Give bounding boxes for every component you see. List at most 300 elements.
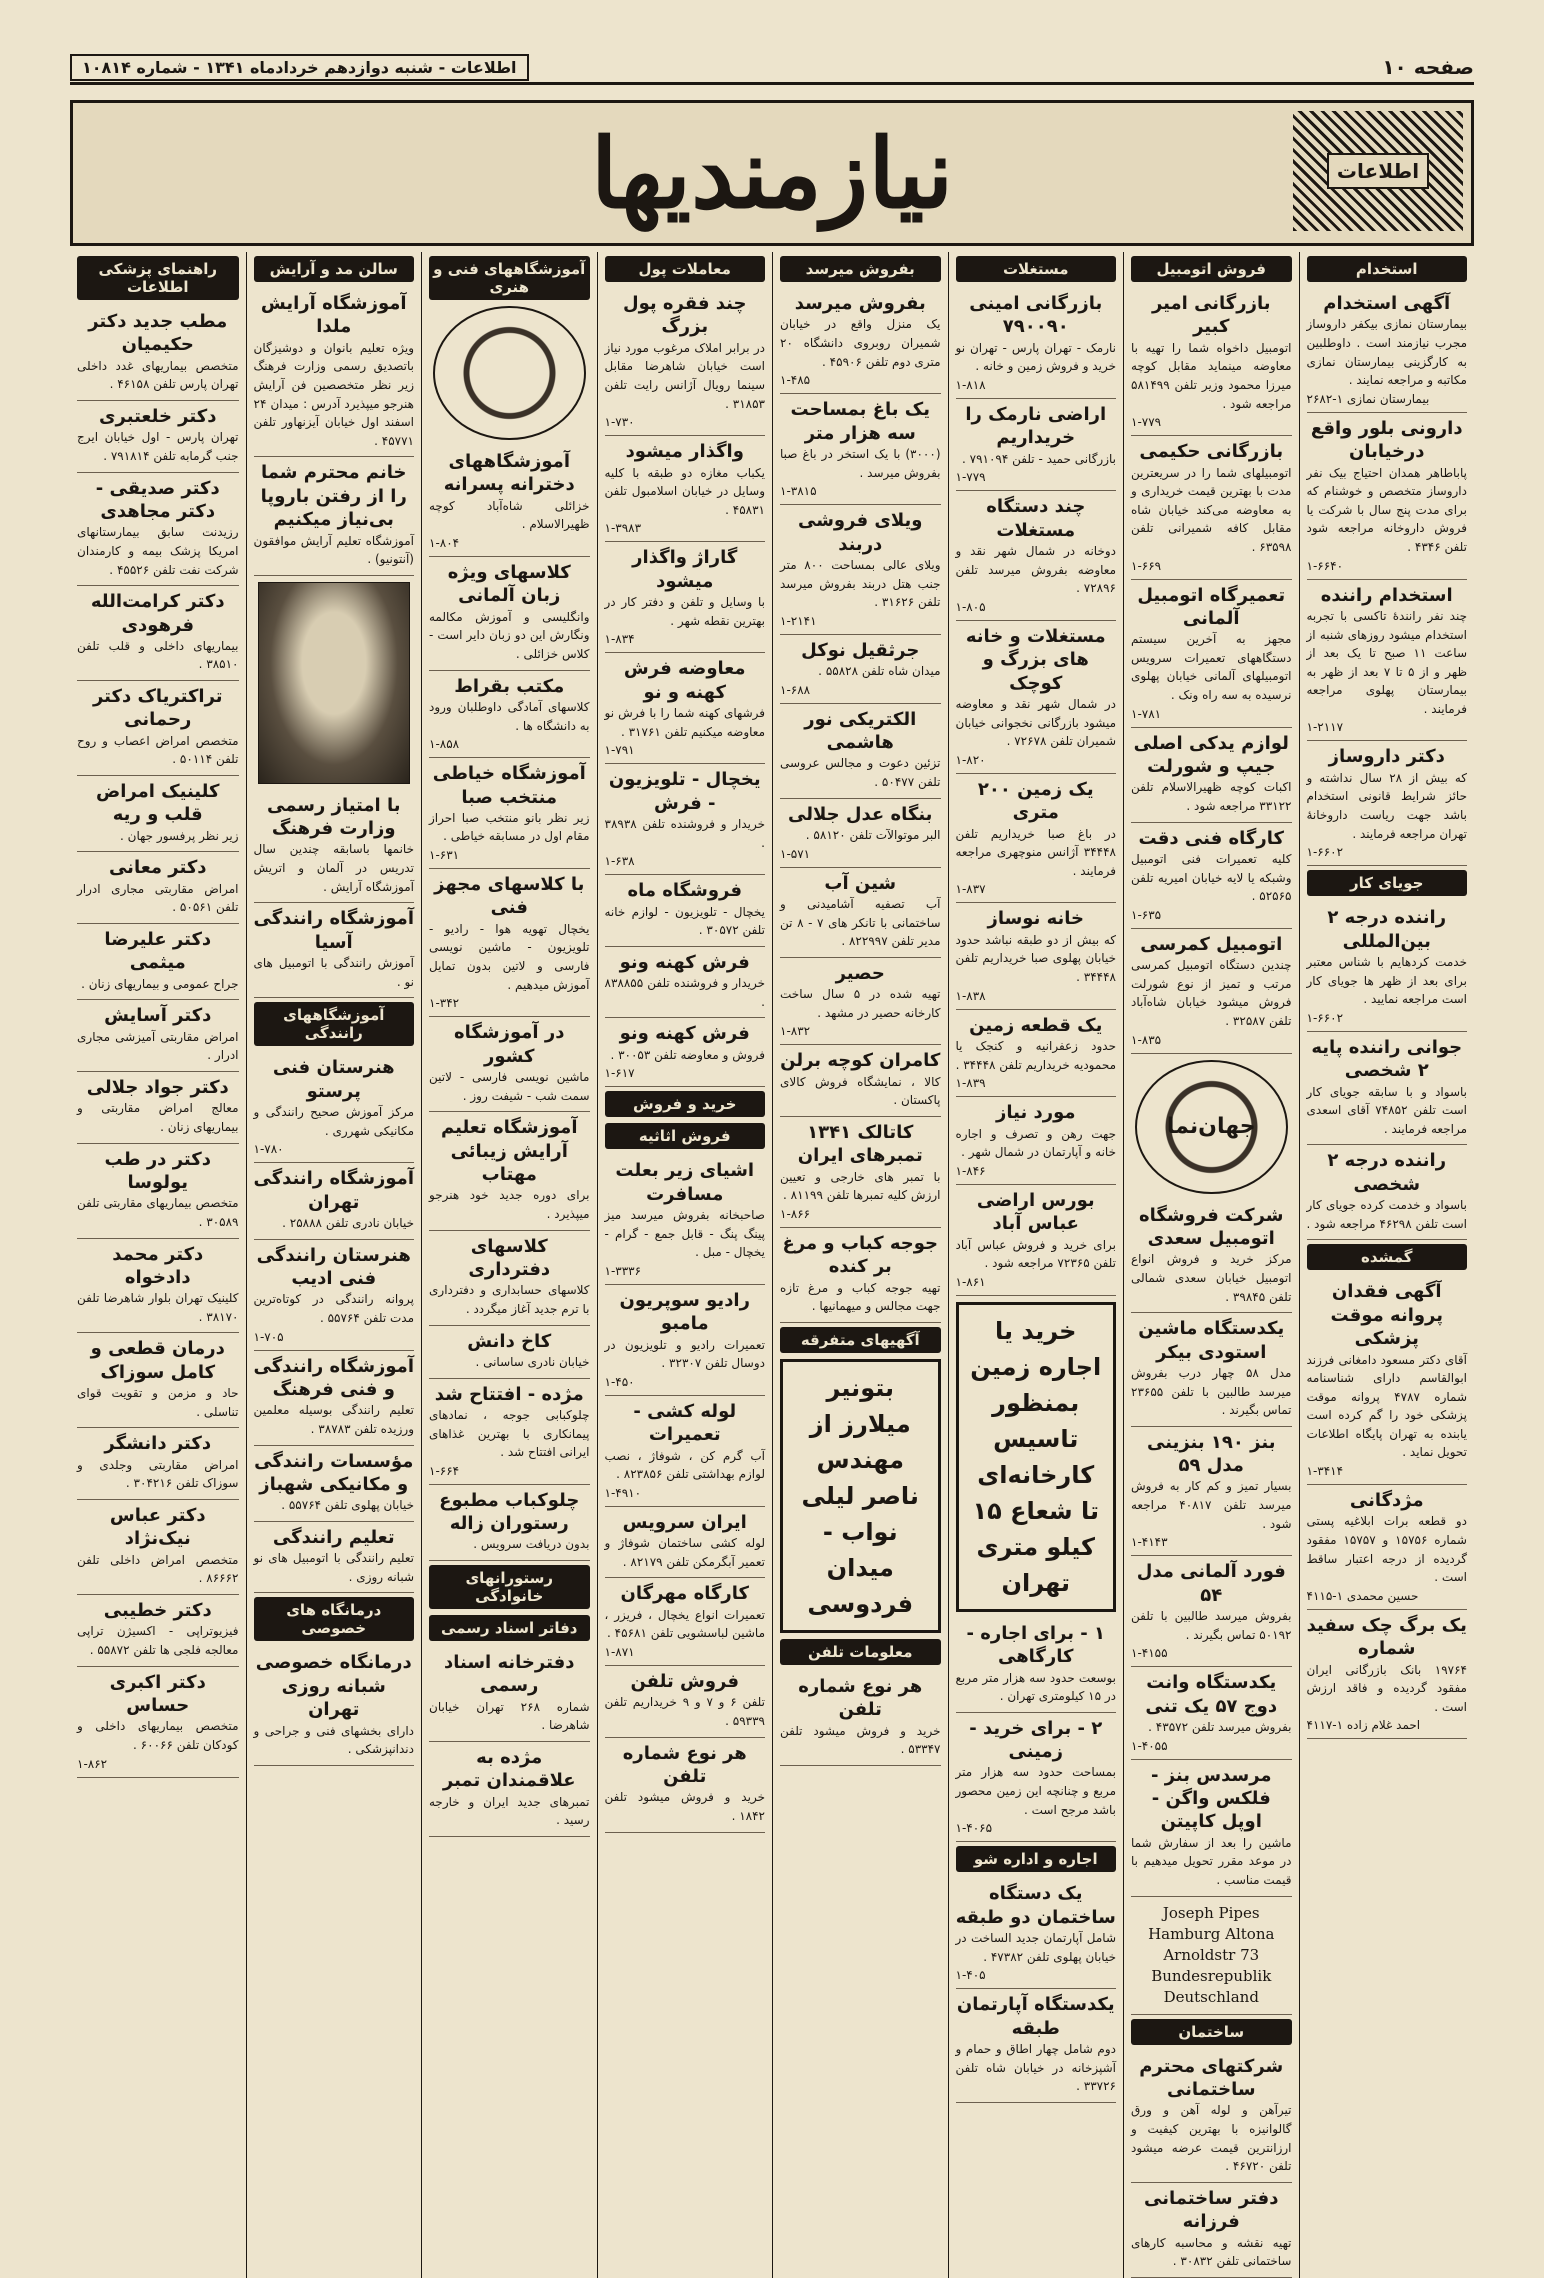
ad-headline: یک قطعه زمین	[969, 1014, 1103, 1036]
ad-body: چندین دستگاه اتومبیل کمرسی مرتب و تمیز از نوع شورلت فروش میشود خیابان شاه‌آباد تلفن ۳۲۵۸۷ .	[1131, 958, 1292, 1028]
classified-ad	[1131, 580, 1292, 728]
ad-body: امراض مقاربتی آمیزشی مجاری ادرار .	[77, 1029, 239, 1063]
ad-body: بیمارستان نمازی بیکفر داروساز مجرب نیازمند است . داوطلبین به کارگزینی بیمارستان نمازی مکاتبه و مراجعه نمایند .	[1306, 317, 1467, 388]
classified-ad	[956, 1010, 1117, 1098]
ad-headline: تعمیرگاه اتومبیل آلمانی	[1137, 584, 1286, 629]
classified-ad	[780, 394, 941, 505]
ad-reference: ۱-۶۶۰۲	[1306, 1010, 1344, 1025]
ad-reference: ۱-۸۳۹	[955, 1076, 986, 1091]
ad-headline: مورد نیاز	[995, 1102, 1076, 1124]
ad-body: شامل آپارتمان جدید الساخت در خیابان پهلوی تلفن ۴۷۳۸۲ .	[955, 1931, 1116, 1964]
classified-ad	[429, 1112, 590, 1230]
ad-body: که بیش از دو طبقه نباشد حدود خیابان پهلوی صبا خریداریم تلفن ۳۴۴۴۸ .	[955, 932, 1116, 984]
classified-columns	[70, 252, 1474, 2269]
ad-headline: یکدستگاه وانت دوج ۵۷ یک تنی	[1145, 1672, 1278, 1717]
ad-body: ماشین را بعد از سفارش شما در موعد مقرر تحویل میدهیم با قیمت مناسب .	[1131, 1835, 1292, 1887]
ad-reference: ۱-۸۳۲	[780, 1024, 811, 1039]
classified-ad	[254, 288, 415, 457]
ad-headline: شین آب	[824, 872, 897, 894]
ad-headline: دفتر ساختمانی فرزانه	[1144, 2187, 1279, 2233]
classified-ad	[77, 306, 239, 401]
classified-ad	[1131, 728, 1292, 823]
ad-reference: ۱-۸۵۸	[429, 737, 460, 752]
classified-ad	[956, 1878, 1117, 1989]
classified-ad	[77, 852, 239, 924]
ad-body: کلاسهای حسابداری و دفترداری با ترم جدید آغاز میگردد .	[429, 1283, 590, 1316]
classified-ad	[605, 1285, 766, 1396]
ad-body: با تمبر های خارجی و تعیین ارزش کلیه تمبرها تلفن ۸۱۱۹۹ .	[780, 1169, 941, 1203]
ad-headline: دکتر خلعتبری	[99, 405, 217, 427]
ad-headline: آموزشگاه رانندگی تهران	[253, 1168, 414, 1213]
ad-body: دوم شامل چهار اطاق و حمام و آشپزخانه در خیابان شاه تلفن ۳۳۷۲۶ .	[955, 2042, 1116, 2094]
woman-portrait-photo	[258, 582, 411, 784]
ad-reference: ۱-۶۶۴	[429, 1463, 460, 1478]
classified-ad	[605, 875, 766, 947]
classified-ad	[605, 436, 766, 542]
section-heading: معاملات پول	[605, 256, 766, 282]
ad-body: جراح عمومی و بیماریهای زنان .	[81, 976, 239, 991]
classified-ad	[1131, 2183, 1292, 2278]
ad-body: متخصص امراض داخلی تلفن ۸۶۶۶۲ .	[77, 1552, 239, 1586]
ad-reference: ۱-۶۳۱	[429, 848, 460, 863]
classified-ad	[605, 1507, 766, 1579]
column-4	[772, 252, 948, 2278]
ad-headline: ایران سرویس	[622, 1511, 747, 1533]
classified-ad	[956, 1618, 1117, 1713]
page-header-bar	[70, 52, 1474, 85]
classified-ad	[605, 1018, 766, 1087]
ad-reference: ۱-۶۶۰۲	[1306, 845, 1344, 860]
classified-ad	[77, 776, 239, 852]
ad-reference: ۱-۸۳۴	[604, 632, 635, 647]
ad-body: آب گرم کن ، شوفاژ ، نصب لوازم بهداشتی تلفن ۸۲۳۸۵۶ .	[604, 1448, 765, 1482]
classified-ad	[956, 1713, 1117, 1843]
ad-headline: بازرگانی امینی ۷۹۰۰۹۰	[969, 293, 1103, 338]
ad-body: میدان شاه تلفن ۵۵۸۲۸ .	[818, 664, 941, 679]
newspaper-page	[30, 30, 1514, 2269]
ad-body: یخچال تهویه هوا - رادیو - تلویزیون - ماشین نویسی فارسی و لاتین بدون تمایل آموزش میدهیم .	[429, 921, 590, 992]
section-heading: راهنمای پزشکی اطلاعات	[77, 256, 239, 300]
ad-headline: دکتر علیرضا میثمی	[104, 929, 212, 974]
ad-headline: با امتیاز رسمی وزارت فرهنگ	[266, 794, 401, 840]
ad-body: تزئین دعوت و مجالس عروسی تلفن ۵۰۴۷۷ .	[780, 756, 941, 790]
classified-ad	[605, 1666, 766, 1738]
ad-body: تعلیم رانندگی بوسیله معلمین ورزیده تلفن ۳۸۷۸۳ .	[253, 1403, 414, 1436]
ad-headline: دکتر صدیقی - دکتر مجاهدی	[95, 477, 220, 522]
ad-body: خزائلی شاه‌آباد کوچه ظهیرالاسلام .	[429, 498, 590, 532]
ad-headline: تراکتریاک دکتر رحمانی	[92, 686, 223, 731]
ad-body: شماره ۲۶۸ تهران خیابان شاهرضا .	[429, 1699, 590, 1733]
classified-ad	[1131, 929, 1292, 1054]
classified-ad	[77, 924, 239, 1000]
classified-ad	[77, 1144, 239, 1239]
ad-reference: ۱-۷۰۵	[253, 1329, 284, 1344]
ad-body: وانگلیسی و آموزش مکالمه ونگارش این دو زبان دایر است - کلاس خزائلی .	[429, 609, 590, 661]
ad-reference: ۱-۴۱۴۳	[1131, 1535, 1168, 1550]
ad-body: کلاسهای آمادگی داوطلبان ورود به دانشگاه ها .	[429, 699, 590, 733]
ad-reference: ۱-۶۶۹	[1131, 558, 1162, 573]
classified-ad	[1131, 1556, 1292, 1667]
classified-ad	[1131, 1427, 1292, 1557]
ad-reference: ۱-۲۱۱۷	[1306, 720, 1344, 735]
classified-ad	[77, 1333, 239, 1428]
ad-body: آقای دکتر مسعود دامغانی فرزند ابوالقاسم دارای شناسنامه شماره ۴۷۸۷ پروانه موقت پزشکی خود را گم کرده است یابنده به تهران پایگاه اطلاعات تحویل نماید .	[1306, 1352, 1468, 1460]
ad-headline: بفروش میرسد	[794, 293, 926, 314]
ad-headline: مؤسسات رانندگی و مکانیکی شهباز	[254, 1450, 414, 1495]
section-heading: دفاتر اسناد رسمی	[429, 1615, 590, 1641]
ad-headline: آموزشگاه رانندگی و فنی فرهنگ	[253, 1355, 414, 1400]
classified-ad	[956, 399, 1117, 491]
ad-body: ویژه تعلیم بانوان و دوشیزگان باتصدیق رسمی وزارت فرهنگ زیر نظر متخصصین فن آرایش هنرجو میپذیرد آدرس : میدان ۲۴ اسفند اول خیابان آیزنهاور تلفن ۴۵۷۷۱ .	[253, 340, 414, 448]
section-heading: آموزشگاههای فنی و هنری	[429, 256, 590, 300]
classified-ad	[254, 1522, 415, 1594]
ad-body: تلفن ۶ و ۷ و ۹ خریداریم تلفن ۵۹۳۳۹ .	[604, 1695, 765, 1729]
ad-headline: کاتالک ۱۳۴۱ تمبرهای ایران	[797, 1121, 923, 1167]
ad-reference: ۱-۸۰۵	[955, 599, 986, 614]
ad-headline: هر نوع شماره تلفن	[798, 1675, 923, 1721]
ad-body: بیماریهای داخلی و قلب تلفن ۳۸۵۱۰ .	[77, 638, 239, 672]
ad-body: فیزیوتراپی - اکسیژن تراپی معالجه فلجی ها تلفن ۵۵۸۷۲ .	[77, 1624, 239, 1657]
ad-headline: اتومبیل کمرسی	[1140, 933, 1283, 955]
ad-headline: هنرستان رانندگی فنی ادیب	[256, 1244, 411, 1289]
ad-body: چند نفر رانندهٔ تاکسی با تجربه استخدام میشود روزهای شنبه از ساعت ۱۱ صبح تا یک بعد از ظهر و از ۵ تا ۷ بعد از ظهر به بیمارستان پهلوی مراجعه فرمایند .	[1306, 608, 1468, 716]
ad-reference: ۱-۶۱۷	[604, 1066, 635, 1081]
boxed-ad-text: بتونیر میلارز از مهندس ناصر لیلی نواب - میدان فردوسی	[801, 1373, 919, 1618]
ad-reference: ۱-۸۴۶	[955, 1163, 986, 1178]
ad-headline: یک زمین ۲۰۰ متری	[977, 778, 1094, 824]
classified-ad	[956, 621, 1117, 774]
classified-ad	[254, 1052, 415, 1163]
ad-headline: آموزشگاههای دخترانه پسرانه	[443, 451, 575, 496]
ad-body: امراض مقاربتی مجاری ادرار تلفن ۵۰۵۶۱ .	[77, 881, 239, 915]
classified-ad	[429, 446, 590, 557]
classified-ad	[254, 457, 415, 575]
ad-headline: دکتر محمد دادخواه	[112, 1243, 204, 1288]
section-heading: خرید و فروش	[605, 1091, 766, 1117]
classified-ad	[77, 1428, 239, 1500]
ad-headline: جوجه کباب و مرغ بر کنده	[782, 1232, 938, 1278]
boxed-ad-text: خرید یا اجاره زمین بمنظور تاسیس کارخانه‌ای تا شعاع ۱۵ کیلو متری تهران	[970, 1316, 1102, 1597]
ad-body: فرشهای کهنه شما را با فرش نو معاوضه میکنیم تلفن ۳۱۷۶۱ .	[604, 706, 765, 739]
ad-headline: یک برگ چک سفید شماره	[1306, 1614, 1467, 1660]
ad-body: آب تصفیه آشامیدنی و ساختمانی با تانکر های ۷ - ۸ تن مدیر تلفن ۸۲۲۹۹۷ .	[780, 897, 941, 949]
classified-ad	[780, 288, 941, 394]
ad-reference: ۱-۷۹۱	[604, 743, 635, 758]
ad-body: بفروش میرسد تلفن ۴۳۵۷۲ .	[1148, 1720, 1292, 1735]
classified-ad	[956, 1185, 1117, 1296]
ad-body: کلیه تعمیرات فنی اتومبیل وشبکه یا لایه خیابان امیریه تلفن ۵۲۵۶۵ .	[1131, 852, 1292, 904]
ad-body: جهت رهن و تصرف و اجاره خانه و آپارتمان در شمال شهر .	[955, 1126, 1116, 1160]
ad-body: در شمال شهر نقد و معاوضه میشود بازرگانی نخجوانی خیابان شمیران تلفن ۷۲۶۷۸ .	[955, 697, 1116, 749]
ad-headline: آگهی فقدان پروانه موقت پزشکی	[1330, 1281, 1444, 1350]
classified-ad	[429, 1485, 590, 1561]
ad-headline: راننده درجه ۲ بین‌المللی	[1327, 907, 1447, 952]
section-heading: آگهیهای متفرقه	[780, 1327, 941, 1353]
ad-body: پاباطاهر همدان احتیاج بیک نفر داروساز متخصص و خوشنام که برای مدت پنج سال با شرکت یا فروش داروخانه مراجعه شود تلفن ۴۳۴۶ .	[1306, 465, 1467, 554]
column-8	[70, 252, 246, 2278]
ad-headline: دکتر در طب یولوسا	[104, 1148, 211, 1193]
ad-body: بوسعت حدود سه هزار متر مربع در ۱۵ کیلومتری تهران .	[955, 1670, 1116, 1704]
classified-ad	[1131, 436, 1292, 579]
ad-headline: اشیای زیر بعلت مسافرت	[615, 1160, 755, 1205]
ad-body: آموزش رانندگی با اتومبیل های نو .	[253, 956, 414, 989]
classified-ad	[77, 1595, 239, 1667]
ad-headline: بنز ۱۹۰ بنزینی مدل ۵۹	[1147, 1431, 1276, 1477]
classified-ad	[77, 1000, 239, 1072]
classified-ad	[254, 903, 415, 998]
section-heading: فروش اتومبیل	[1131, 256, 1292, 282]
ad-body: زیر نظر بانو منتخب صبا احراز مقام اول در مسابقه خیاطی .	[429, 810, 590, 844]
ad-reference: ۱-۸۶۶	[780, 1206, 811, 1221]
ad-reference: ۱-۳۹۸۳	[604, 521, 642, 536]
ad-headline: خانه نوساز	[987, 908, 1085, 930]
ad-reference: ۱-۳۴۲	[429, 996, 460, 1011]
classified-ad	[956, 491, 1117, 621]
classified-ad	[254, 1647, 415, 1765]
classified-ad	[780, 868, 941, 958]
ad-headline: یک دستگاه ساختمان دو طبقه	[955, 1883, 1116, 1928]
ad-headline: آموزشگاه رانندگی آسیا	[253, 908, 414, 953]
classified-ad	[254, 1163, 415, 1239]
column-1	[1299, 252, 1475, 2278]
boxed-ad	[956, 1302, 1117, 1612]
classified-ad	[1307, 1610, 1468, 1740]
ad-body: یخچال - تلویزیون - لوازم خانه تلفن ۳۰۵۷۲ .	[604, 904, 765, 938]
classified-ad	[254, 1446, 415, 1522]
ad-headline: واگذار میشود	[625, 441, 744, 463]
classified-ad	[1307, 413, 1468, 580]
ad-body: نارمک - تهران پارس - تهران نو خرید و فروش زمین و خانه .	[955, 340, 1116, 374]
ad-body: (۳۰۰۰) با یک استخر در باغ صبا بفروش میرسد .	[780, 446, 941, 480]
ad-headline: خانم محترم شما را از رفتن باروپا بی‌نیاز میکنیم	[260, 462, 407, 531]
section-heading: ساختمان	[1131, 2019, 1292, 2045]
ad-body: حدود زعفرانیه و کنجک یا محمودیه خریداریم تلفن ۳۴۴۴۸ .	[955, 1038, 1116, 1072]
ad-body: متخصص بیماریهای داخلی و کودکان تلفن ۶۰۰۶۶ .	[77, 1719, 239, 1752]
ad-body: صاحبخانه بفروش میرسد میز پینگ پنگ - قابل جمع - گرام - یخچال - مبل .	[604, 1208, 765, 1260]
section-heading: مستغلات	[956, 256, 1117, 282]
ad-headline: دکتر داروساز	[1328, 746, 1445, 768]
ad-headline: شرکت فروشگاه اتومبیل سعدی	[1139, 1204, 1284, 1249]
company-emblem-icon: جهان‌نما	[1135, 1060, 1288, 1194]
ad-headline: کامران کوچه برلن	[780, 1050, 941, 1072]
ad-reference: احمد غلام زاده ۱-۴۱۱۷	[1306, 1718, 1421, 1733]
ad-reference: ۱-۸۰۴	[429, 535, 460, 550]
ad-headline: مستغلات و خانه های بزرگ و کوچک	[965, 625, 1106, 694]
ad-reference: ۱-۵۷۱	[780, 846, 811, 861]
classified-ad	[254, 790, 415, 904]
section-heading: جویای کار	[1307, 870, 1468, 896]
ad-headline: دکتر اکبری حساس	[109, 1671, 206, 1716]
classified-ad	[605, 1396, 766, 1507]
ad-reference: ۱-۲۱۴۱	[780, 613, 817, 628]
ad-headline: آموزشگاه آرایش ملدا	[260, 293, 407, 338]
ad-body: خیابان نادری ساسانی .	[475, 1354, 590, 1369]
ad-headline: جوانی راننده پایه ۲ شخصی	[1311, 1036, 1463, 1082]
classified-ad	[605, 288, 766, 436]
ad-headline: فروش تلفن	[630, 1671, 740, 1693]
ad-body: تهیه شده در ۵ سال ساخت کارخانه حصیر در مشهد .	[780, 987, 941, 1020]
ad-reference: ۱-۸۳۸	[955, 988, 986, 1003]
classified-ad	[1131, 1667, 1292, 1759]
classified-ad	[1131, 2051, 1292, 2183]
section-heading: گمشده	[1307, 1244, 1468, 1270]
ad-body: مرکز خرید و فروش انواع اتومبیل خیابان سعدی شمالی تلفن ۳۹۸۴۵ .	[1131, 1252, 1292, 1304]
classified-ad	[77, 586, 239, 681]
ad-headline: دفترخانه اسناد رسمی	[444, 1652, 575, 1697]
classified-ad	[780, 1671, 941, 1766]
ad-body: تهیه جوجه کباب و مرغ تازه جهت مجالس و میهمانیها .	[780, 1280, 941, 1314]
boxed-ad	[780, 1359, 941, 1633]
classified-ad	[780, 958, 941, 1046]
column-5	[597, 252, 773, 2278]
ad-headline: کلینیک امراض قلب و ریه	[96, 781, 220, 826]
ad-headline: دکتر خطیبی	[103, 1599, 212, 1621]
classified-ad	[429, 557, 590, 671]
ad-headline: الکتریکی نور هاشمی	[804, 708, 917, 754]
classified-ad	[1307, 741, 1468, 866]
ad-body: برای دوره جدید خود هنرجو میپذیرد .	[429, 1188, 590, 1221]
ad-headline: بازرگانی امیر کبیر	[1151, 293, 1271, 338]
ad-headline: لوله کشی - تعمیرات	[633, 1400, 737, 1446]
ad-body: تعمیرات رادیو و تلویزیون در دوسال تلفن ۳۲۳۰۷ .	[604, 1337, 765, 1371]
section-title: نیازمندیها	[590, 116, 954, 230]
ad-body: خریدار و فروشنده تلفن ۸۳۸۸۵۵ .	[604, 976, 765, 1009]
ad-body: در باغ صبا خریداریم تلفن ۳۴۴۴۸ آژانس منوچهری مراجعه فرمایند .	[955, 826, 1116, 878]
column-2	[1123, 252, 1299, 2278]
classified-ad	[254, 1351, 415, 1446]
classified-ad	[1307, 1276, 1468, 1485]
ad-body: فروش و معاوضه تلفن ۳۰۰۵۳ .	[610, 1047, 765, 1062]
ad-body: ماشین نویسی فارسی - لاتین سمت شب - شیفت روز .	[429, 1070, 590, 1103]
ad-body: ۱۹۷۶۴ بانک بازرگانی ایران مفقود گردیده و فاقد ارزش است .	[1306, 1662, 1467, 1714]
ad-reference: ۱-۴۰۵۵	[1131, 1738, 1168, 1753]
classified-ad	[605, 947, 766, 1019]
ad-headline: یکدستگاه آپارتمان طبقه	[956, 1994, 1115, 2039]
section-heading: اجاره و اداره شو	[956, 1846, 1117, 1872]
ad-body: چلوکبابی جوجه ، نمادهای پیمانکاری با بهترین غذاهای ایرانی افتتاح شد .	[429, 1407, 590, 1460]
page-number: صفحه ۱۰	[1382, 55, 1474, 79]
classified-ad	[780, 1045, 941, 1117]
ad-body: مرکز آموزش صحیح رانندگی و مکانیکی شهرری .	[253, 1105, 414, 1138]
ad-body: کلینیک تهران بلوار شاهرضا تلفن ۳۸۱۷۰ .	[77, 1291, 239, 1324]
date-issue-line: اطلاعات - شنبه دوازدهم خردادماه ۱۳۴۱ - شماره ۱۰۸۱۴	[70, 54, 529, 81]
ad-headline: جرثقیل نوکل	[801, 639, 920, 661]
ad-headline: آموزشگاه تعلیم آرایش زیبائی مهتاب	[440, 1117, 578, 1185]
ad-reference: ۱-۶۳۵	[1131, 907, 1162, 922]
classified-ad	[429, 1647, 590, 1742]
ad-headline: مژدگانی	[1349, 1490, 1424, 1512]
ad-body: بمساحت حدود سه هزار متر مربع و چنانچه این زمین محصور باشد مرجح است .	[955, 1765, 1116, 1817]
ad-reference: حسین محمدی ۱-۴۱۱۵	[1306, 1588, 1419, 1603]
ad-body: تمبرهای جدید ایران و خارجه رسید .	[429, 1794, 590, 1828]
ad-headline: یخچال - تلویزیون - فرش	[608, 769, 761, 814]
ad-reference: ۱-۳۳۳۶	[604, 1263, 642, 1278]
ad-body: مجهز به آخرین سیستم دستگاههای تعمیرات سرویس اتومبیلهای آلمانی خیابان پهلوی نرسیده به سه راه ونک .	[1131, 632, 1292, 703]
ad-headline: اراضی نارمک را خریداریم	[965, 403, 1107, 449]
classified-ad	[956, 903, 1117, 1009]
ad-headline: درمان قطعی و کامل سوزاک	[90, 1338, 225, 1383]
ad-body: اکبات کوچه ظهیرالاسلام تلفن ۳۳۱۲۲ مراجعه شود .	[1131, 780, 1292, 814]
ad-headline: بازرگانی حکیمی	[1139, 441, 1284, 463]
ad-body: بسیار تمیز و کم کار به فروش میرسد تلفن ۴۰۸۱۷ مراجعه شود .	[1131, 1479, 1292, 1531]
ad-body: دارای بخشهای فنی و جراحی و دندانپزشکی .	[253, 1723, 414, 1757]
ad-reference: بیمارستان نمازی ۱-۲۶۸۲	[1306, 391, 1430, 406]
ad-headline: در آموزشگاه کشور	[454, 1022, 565, 1067]
classified-ad	[605, 764, 766, 875]
ad-reference: ۱-۴۱۵۵	[1131, 1646, 1168, 1661]
classified-ad	[429, 671, 590, 759]
classified-ad	[1131, 1313, 1292, 1427]
ad-reference: ۱-۴۵۰	[604, 1374, 635, 1389]
ad-body: تهران پارس - اول خیابان ایرج جنب گرمابه تلفن ۷۹۱۸۱۴ .	[77, 430, 239, 463]
ad-body: خرید و فروش میشود تلفن ۱۸۴۲ .	[604, 1790, 765, 1823]
classified-ad	[429, 1231, 590, 1326]
ad-headline: چند فقره پول بزرگ	[623, 293, 747, 338]
ad-headline: دکتر جواد جلالی	[86, 1076, 229, 1098]
ad-headline: شرکتهای محترم ساختمانی	[1139, 2055, 1284, 2100]
section-heading: بفروش میرسد	[780, 256, 941, 282]
ad-headline: دکتر دانشگر	[104, 1433, 212, 1455]
ad-body: بفروش میرسد طالبین با تلفن ۵۰۱۹۲ تماس بگیرند .	[1131, 1609, 1292, 1642]
ad-reference: ۱-۷۷۹	[1131, 415, 1162, 430]
classified-ad	[77, 1667, 239, 1778]
classified-ad	[780, 799, 941, 868]
classified-ad	[77, 401, 239, 473]
ad-headline: کلاسهای ویژه زبان آلمانی	[447, 561, 571, 607]
ad-reference: ۱-۷۸۰	[253, 1142, 284, 1157]
ad-reference: ۱-۶۳۸	[604, 854, 635, 869]
classified-ad	[605, 1738, 766, 1833]
ad-reference: ۱-۴۰۵	[955, 1968, 986, 1983]
ad-reference: ۱-۶۸۸	[780, 682, 811, 697]
classified-ad	[956, 1097, 1117, 1185]
ad-body: تیرآهن و لوله آهن و ورق گالوانیزه با بهترین کیفیت و ارزانترین قیمت عرضه میشود تلفن ۴۶۷۲۰ .	[1131, 2103, 1292, 2174]
ad-reference: ۱-۶۶۴۰	[1306, 558, 1344, 573]
ad-reference: ۱-۸۶۱	[955, 1274, 986, 1289]
classified-ad	[429, 758, 590, 869]
classified-ad	[429, 1326, 590, 1379]
classified-ad	[1307, 580, 1468, 742]
ad-body: برای خرید و فروش عباس آباد تلفن ۷۲۳۶۵ مراجعه شود .	[955, 1237, 1116, 1271]
ad-headline: بورس اراضی عباس آباد	[976, 1189, 1095, 1235]
classified-ad	[77, 1239, 239, 1334]
classified-ad	[429, 869, 590, 1017]
ad-headline: یک باغ بمساحت سه هزار متر	[790, 399, 930, 444]
ad-body: حاد و مزمن و تقویت قوای تناسلی .	[77, 1386, 239, 1419]
classified-ad	[780, 635, 941, 704]
ad-headline: دکتر معانی	[108, 857, 207, 879]
ad-headline: کارگاه مهرگان	[620, 1583, 750, 1605]
classified-ad	[77, 473, 239, 587]
classified-ad	[1131, 823, 1292, 929]
ad-body: امراض مقاربتی وجلدی و سوزاک تلفن ۳۰۴۲۱۶ .	[77, 1457, 239, 1491]
ad-body: تعلیم رانندگی با اتومبیل های نو شبانه روزی .	[253, 1551, 414, 1584]
classified-ad	[780, 505, 941, 635]
ad-headline: مکتب بقراط	[454, 675, 565, 697]
classified-ad	[429, 1017, 590, 1112]
ad-body: خریدار و فروشنده تلفن ۳۸۹۳۸ .	[604, 817, 765, 850]
ad-body: ویلای عالی بمساحت ۸۰۰ متر جنب هتل دربند بفروش میرسد تلفن ۳۱۶۲۶ .	[780, 557, 941, 610]
classified-ad	[429, 1742, 590, 1837]
ad-body: یکباب مغازه دو طبقه با کلیه وسایل در خیابان اسلامبول تلفن ۴۵۸۳۱ .	[604, 465, 765, 517]
classified-ad	[956, 774, 1117, 904]
classified-ad	[780, 1228, 941, 1323]
classified-ad	[1307, 1032, 1468, 1146]
ad-body: که بیش از ۲۸ سال نداشته و حائز شرایط قانونی استخدام باشد جهت ریاست داروخانهٔ تهران مراجعه فرمایند .	[1306, 770, 1467, 841]
ad-headline: راننده درجه ۲ شخصی	[1327, 1150, 1447, 1195]
ad-body: خیابان پهلوی تلفن ۵۵۷۶۴ .	[281, 1498, 414, 1513]
classified-ad	[605, 653, 766, 764]
